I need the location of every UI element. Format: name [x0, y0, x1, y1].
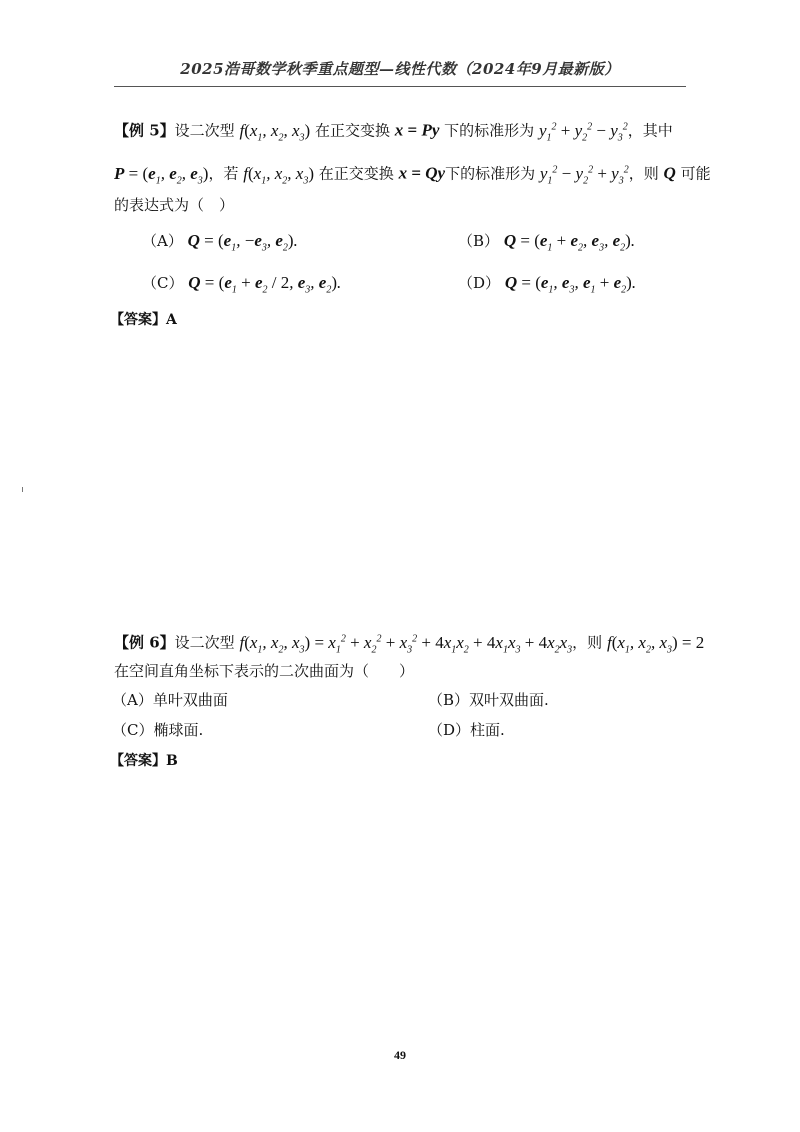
page-number: 49 — [394, 1048, 406, 1062]
quadratic-form-expression: $f(x_1$, $x_2$, $x_3) = x_1^2 + x_2^2 + x_3^2 + 4x_1x_2 + 4x_1x_3 + 4x_2x_3$ — [239, 632, 573, 656]
example5-text: 下的标准形为 — [444, 121, 535, 140]
scan-speck — [22, 487, 23, 492]
transform-x-py: x = Py — [394, 120, 440, 140]
example6-text: ，则 — [572, 633, 603, 652]
example6-option-b: （B）双叶双曲面. — [428, 691, 549, 709]
transform-x-qy: x = Qy — [398, 163, 446, 183]
example5-answer: 【答案】A — [110, 312, 177, 328]
example6-answer: 【答案】B — [110, 753, 178, 769]
example5-option-a: （A） $Q = (e_1$, $-e_3$, $e_2$). — [142, 231, 298, 254]
example5-text: 设二次型 — [174, 121, 235, 140]
example5-line3: 的表达式为（ ） — [114, 196, 235, 214]
example5-option-d: （D） $Q = (e_1$, $e_3$, $e_1 + e_2$). — [458, 273, 637, 296]
equation-f-equals-2: $f(x_1$, $x_2$, $x_3) = 2$ — [606, 632, 705, 656]
quadratic-form-f: $f(x_1$, $x_2$, $x_3$) — [243, 163, 314, 187]
example6-option-c: （C）椭球面. — [112, 721, 204, 739]
example5-option-c: （C） $Q = (e_1 + e_2 / 2$, $e_3$, $e_2$). — [142, 273, 342, 296]
header-rule — [114, 86, 686, 87]
example6-text: 设二次型 — [174, 633, 235, 652]
example5-text: 在正交变换 — [318, 164, 394, 183]
example6-line2: 在空间直角坐标下表示的二次曲面为（ ） — [114, 662, 415, 680]
example6-label: 【例 6】 — [114, 633, 175, 652]
example5-text: 在正交变换 — [314, 121, 390, 140]
standard-form-2: $y_1^2 - y_2^2 + y_3^2$ — [539, 163, 629, 187]
example6-option-d: （D）柱面. — [428, 721, 505, 739]
quadratic-form-f: $f(x_1$, $x_2$, $x_3$) — [239, 120, 311, 144]
example5-option-b: （B） $Q = (e_1 + e_2$, $e_3$, $e_2$). — [458, 231, 636, 254]
matrix-q: Q — [663, 163, 676, 183]
matrix-p-definition: $P = (e_1$, $e_2$, $e_3$) — [114, 163, 209, 187]
example5-text: ，其中 — [627, 121, 673, 140]
standard-form-1: $y_1^2 + y_2^2 - y_3^2$ — [538, 120, 628, 144]
example5-line1 — [114, 116, 673, 149]
example6-line1 — [114, 628, 704, 661]
example5-text: 下的标准形为 — [445, 164, 536, 183]
page-header: 2025浩哥数学秋季重点题型—线性代数（2024年9月最新版） — [180, 60, 620, 78]
example5-text: ，则 — [628, 164, 659, 183]
example5-text: 可能 — [680, 164, 711, 183]
example5-text: ，若 — [208, 164, 239, 183]
example5-label: 【例 5】 — [114, 121, 175, 140]
example6-option-a: （A）单叶双曲面 — [112, 691, 228, 709]
example5-line2 — [114, 159, 711, 192]
